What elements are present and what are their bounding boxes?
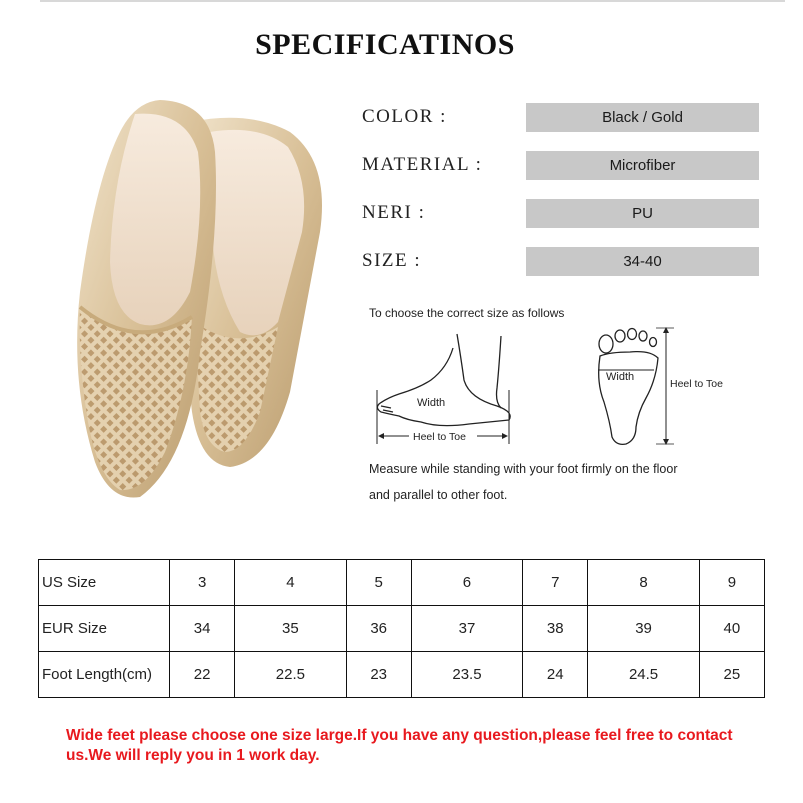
table-cell: 24 <box>523 652 588 698</box>
spec-label: NERI : <box>362 202 426 223</box>
foot-sole-diagram <box>590 322 740 450</box>
table-cell: 6 <box>411 560 522 606</box>
table-cell: 23 <box>346 652 411 698</box>
side-width-label: Width <box>417 397 446 409</box>
table-cell: 22.5 <box>235 652 346 698</box>
row-header: US Size <box>39 560 170 606</box>
spec-row-material <box>362 151 762 181</box>
table-cell: 23.5 <box>411 652 522 698</box>
foot-side-diagram <box>369 328 529 450</box>
top-divider <box>40 0 785 2</box>
foot-sole-icon <box>599 329 658 445</box>
table-cell: 38 <box>523 606 588 652</box>
table-row-foot-length <box>39 652 765 698</box>
table-cell: 8 <box>588 560 699 606</box>
table-cell: 7 <box>523 560 588 606</box>
page-title: SPECIFICATINOS <box>255 28 515 61</box>
spec-label: COLOR : <box>362 106 447 127</box>
size-notice: Wide feet please choose one size large.If you have any question,please feel free to contact us.We will reply you in 1 work day. <box>66 727 733 764</box>
table-cell: 3 <box>170 560 235 606</box>
measure-instruction-2: and parallel to other foot. <box>369 488 508 502</box>
spec-row-neri <box>362 199 762 229</box>
table-cell: 39 <box>588 606 699 652</box>
side-heel-to-toe-label: Heel to Toe <box>413 431 466 443</box>
row-header: Foot Length(cm) <box>39 652 170 698</box>
table-cell: 35 <box>235 606 346 652</box>
measure-instruction-1: Measure while standing with your foot firmly on the floor <box>369 462 678 476</box>
table-cell: 25 <box>699 652 764 698</box>
size-table <box>38 559 765 698</box>
spec-row-size <box>362 247 762 277</box>
spec-value: PU <box>526 199 759 228</box>
foot-side-icon <box>377 334 510 426</box>
table-cell: 36 <box>346 606 411 652</box>
spec-label: MATERIAL : <box>362 154 483 175</box>
table-row-us <box>39 560 765 606</box>
sole-heel-to-toe-label: Heel to Toe <box>670 378 723 390</box>
table-cell: 4 <box>235 560 346 606</box>
table-cell: 24.5 <box>588 652 699 698</box>
spec-value: Microfiber <box>526 151 759 180</box>
size-guide-intro: To choose the correct size as follows <box>369 306 565 320</box>
table-row-eur <box>39 606 765 652</box>
spec-value: Black / Gold <box>526 103 759 132</box>
shoe-photo <box>40 92 340 512</box>
spec-value: 34-40 <box>526 247 759 276</box>
row-header: EUR Size <box>39 606 170 652</box>
sole-width-label: Width <box>606 371 635 383</box>
table-cell: 37 <box>411 606 522 652</box>
table-cell: 5 <box>346 560 411 606</box>
table-cell: 9 <box>699 560 764 606</box>
table-cell: 22 <box>170 652 235 698</box>
table-cell: 34 <box>170 606 235 652</box>
spec-label: SIZE : <box>362 250 422 271</box>
shoe-front-icon <box>77 100 216 498</box>
table-cell: 40 <box>699 606 764 652</box>
spec-row-color <box>362 103 762 133</box>
